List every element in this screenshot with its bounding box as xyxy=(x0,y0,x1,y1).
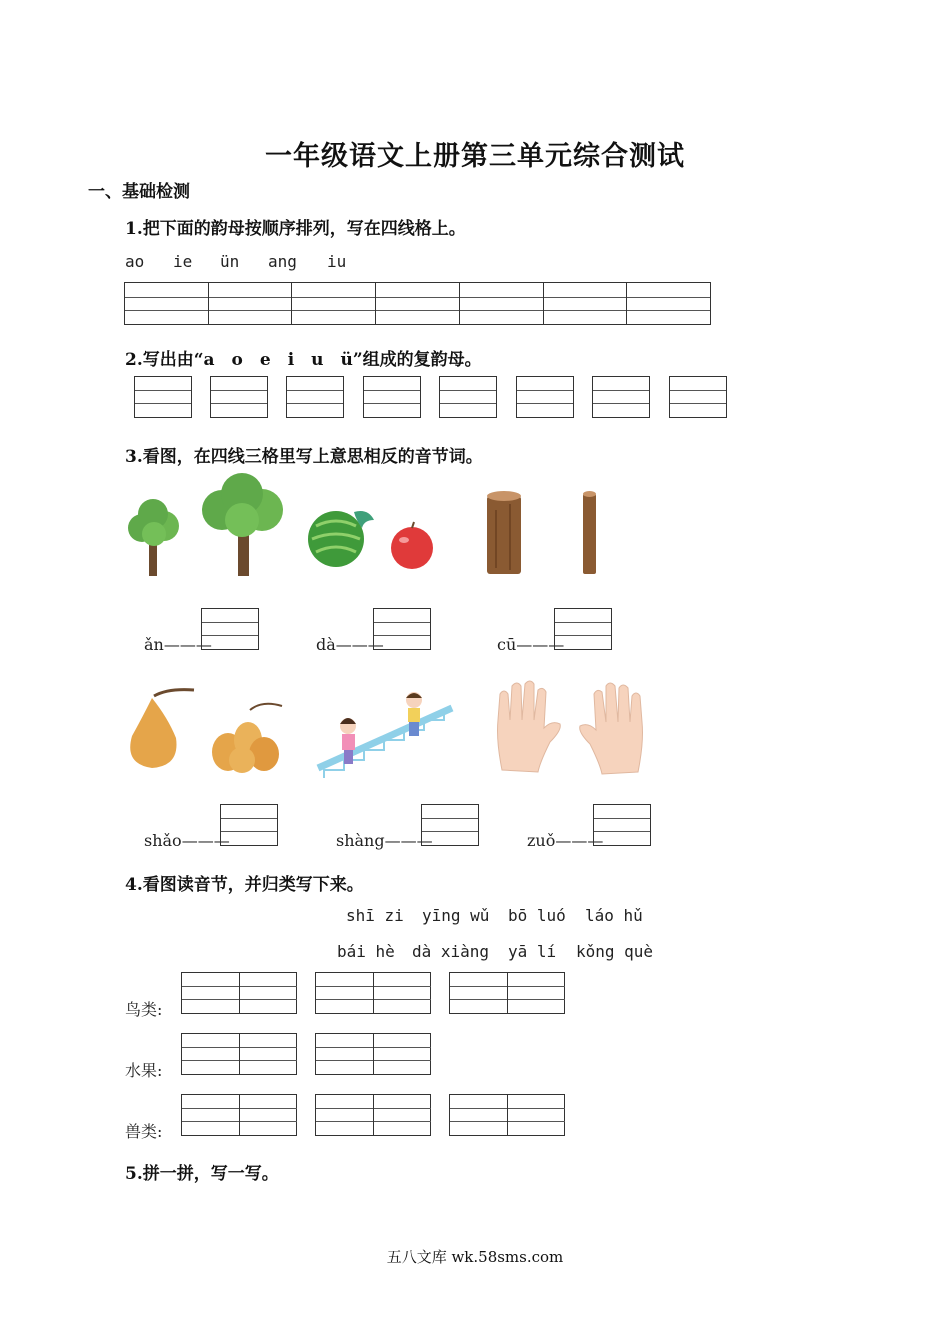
q1-item: ao xyxy=(125,252,145,271)
small-tree-icon xyxy=(124,498,184,578)
category-fruits-label: 水果: xyxy=(125,1061,163,1080)
big-tree-icon xyxy=(200,474,286,578)
q2-writing-box[interactable] xyxy=(592,376,650,418)
right-hand-icon xyxy=(572,680,652,780)
category-birds-label: 鸟类: xyxy=(125,1000,163,1019)
q2-writing-box[interactable] xyxy=(439,376,497,418)
q3-label: dà——— xyxy=(316,635,384,654)
q4-syllable: bō luó xyxy=(508,906,566,925)
grid-cell[interactable] xyxy=(292,283,376,324)
q1-item: iu xyxy=(327,252,347,271)
section-heading-basic: 一、基础检测 xyxy=(88,182,190,202)
q3-label: shǎo——— xyxy=(144,831,230,850)
q4-answer-box[interactable] xyxy=(449,972,565,1014)
thick-wood-icon xyxy=(484,490,526,576)
q4-answer-box[interactable] xyxy=(181,1094,297,1136)
thin-wood-icon xyxy=(580,490,600,576)
q4-answer-box[interactable] xyxy=(449,1094,565,1136)
q4-answer-box[interactable] xyxy=(315,1033,431,1075)
grid-cell[interactable] xyxy=(460,283,544,324)
q2-writing-box[interactable] xyxy=(516,376,574,418)
q4-syllable: yīng wǔ xyxy=(422,906,490,925)
q3-writing-box[interactable] xyxy=(554,608,612,650)
q3-writing-box[interactable] xyxy=(593,804,651,846)
question-3-prompt: 3.看图，在四线三格里写上意思相反的音节词。 xyxy=(125,447,483,467)
grid-cell[interactable] xyxy=(376,283,460,324)
q3-label: cū——— xyxy=(497,635,565,654)
q3-writing-box[interactable] xyxy=(421,804,479,846)
footer-source: 五八文库 wk.58sms.com xyxy=(386,1248,564,1266)
grid-cell[interactable] xyxy=(125,283,209,324)
many-pears-icon xyxy=(206,700,288,774)
grid-cell[interactable] xyxy=(627,283,710,324)
q1-item: ang xyxy=(268,252,297,271)
q4-syllable: kǒng què xyxy=(576,942,654,961)
q1-item: ie xyxy=(173,252,193,271)
apple-icon xyxy=(386,522,440,570)
q4-answer-box[interactable] xyxy=(181,1033,297,1075)
q3-writing-box[interactable] xyxy=(220,804,278,846)
grid-cell[interactable] xyxy=(544,283,628,324)
q4-answer-box[interactable] xyxy=(315,1094,431,1136)
q4-answer-box[interactable] xyxy=(315,972,431,1014)
q2-writing-box[interactable] xyxy=(363,376,421,418)
question-4-prompt: 4.看图读音节，并归类写下来。 xyxy=(125,875,364,895)
q3-writing-box[interactable] xyxy=(201,608,259,650)
q3-label: ǎn——— xyxy=(144,635,212,654)
q4-syllable: dà xiàng xyxy=(412,942,490,961)
q3-writing-box[interactable] xyxy=(373,608,431,650)
q1-item: ün xyxy=(220,252,240,271)
q4-syllable: shī zi xyxy=(346,906,404,925)
q3-label: shàng——— xyxy=(336,831,433,850)
page-title: 一年级语文上册第三单元综合测试 xyxy=(265,141,685,172)
q1-writing-grid[interactable] xyxy=(124,282,711,325)
stairs-children-icon xyxy=(314,688,458,784)
q2-writing-box[interactable] xyxy=(286,376,344,418)
question-5-prompt: 5.拼一拼，写一写。 xyxy=(125,1164,279,1184)
watermelon-icon xyxy=(306,506,378,570)
grid-cell[interactable] xyxy=(209,283,293,324)
question-1-prompt: 1.把下面的韵母按顺序排列，写在四线格上。 xyxy=(125,219,466,239)
q4-syllable: bái hè xyxy=(337,942,395,961)
q2-writing-box[interactable] xyxy=(669,376,727,418)
q4-syllable: láo hǔ xyxy=(585,906,643,925)
q2-writing-box[interactable] xyxy=(134,376,192,418)
one-pear-icon xyxy=(124,688,200,772)
q4-syllable: yā lí xyxy=(508,942,557,961)
q3-label: zuǒ——— xyxy=(527,831,604,850)
q4-answer-box[interactable] xyxy=(181,972,297,1014)
left-hand-icon xyxy=(490,680,566,776)
q2-writing-box[interactable] xyxy=(210,376,268,418)
category-beasts-label: 兽类: xyxy=(125,1122,163,1141)
question-2-prompt: 2.写出由“a o e i u ü”组成的复韵母。 xyxy=(125,350,482,370)
